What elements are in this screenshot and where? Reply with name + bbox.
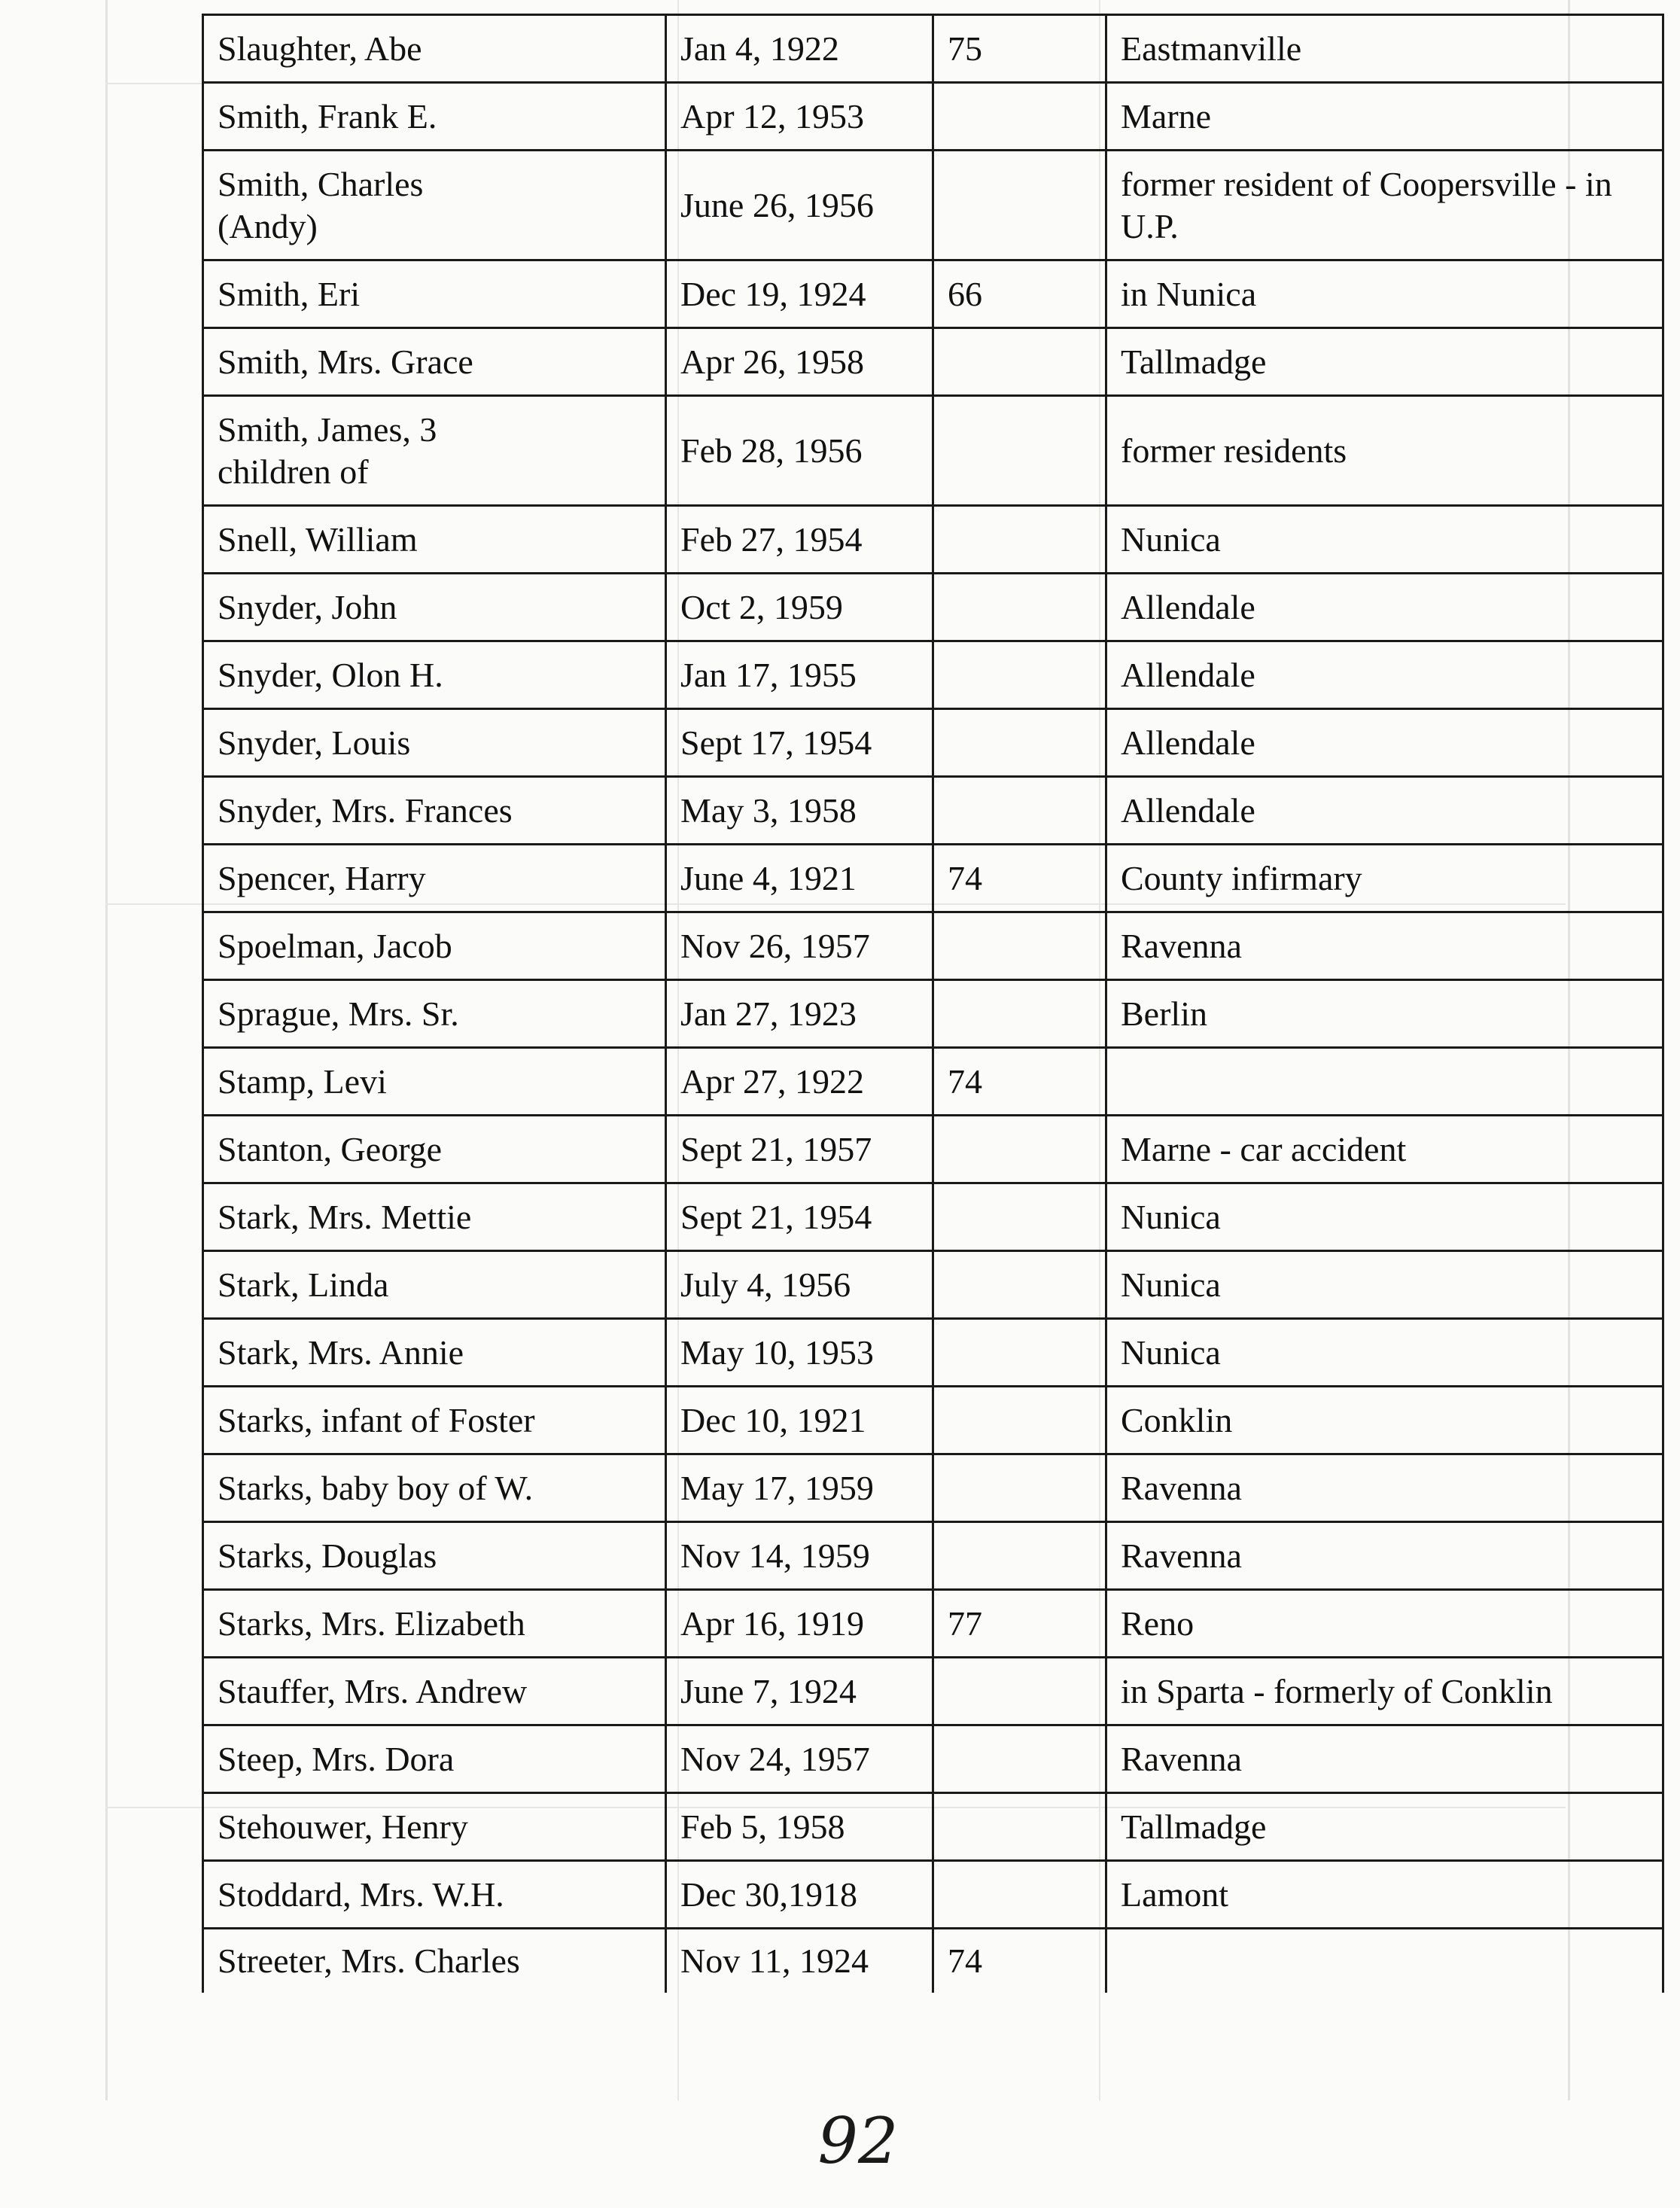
date-cell: Nov 26, 1957 [666, 912, 933, 980]
date-cell: Dec 10, 1921 [666, 1387, 933, 1454]
place-cell: Nunica [1106, 1319, 1663, 1387]
name-cell: Snyder, Louis [203, 709, 666, 777]
name-cell: Smith, James, 3 children of [203, 396, 666, 506]
table-row [203, 1861, 1663, 1929]
name-cell: Stoddard, Mrs. W.H. [203, 1861, 666, 1929]
date-cell: Apr 27, 1922 [666, 1048, 933, 1116]
age-cell [933, 396, 1106, 506]
table-row [203, 1793, 1663, 1861]
place-cell: Nunica [1106, 506, 1663, 574]
table-row [203, 83, 1663, 151]
name-cell: Snyder, Mrs. Frances [203, 777, 666, 845]
date-cell: Apr 26, 1958 [666, 328, 933, 396]
date-cell: Sept 21, 1957 [666, 1116, 933, 1183]
table-row [203, 1658, 1663, 1725]
place-cell: Ravenna [1106, 1454, 1663, 1522]
place-cell: Allendale [1106, 641, 1663, 709]
place-cell: Ravenna [1106, 1522, 1663, 1590]
age-cell: 74 [933, 1929, 1106, 1993]
date-cell: May 10, 1953 [666, 1319, 933, 1387]
table-row [203, 1251, 1663, 1319]
date-cell: Sept 21, 1954 [666, 1183, 933, 1251]
name-cell: Spencer, Harry [203, 845, 666, 912]
name-cell: Smith, Mrs. Grace [203, 328, 666, 396]
name-cell: Streeter, Mrs. Charles [203, 1929, 666, 1993]
table-row [203, 1929, 1663, 1993]
date-cell: Feb 28, 1956 [666, 396, 933, 506]
place-cell: Allendale [1106, 777, 1663, 845]
date-cell: Apr 12, 1953 [666, 83, 933, 151]
name-cell: Stauffer, Mrs. Andrew [203, 1658, 666, 1725]
age-cell [933, 1319, 1106, 1387]
table-row [203, 641, 1663, 709]
date-cell: Feb 27, 1954 [666, 506, 933, 574]
age-cell [933, 1387, 1106, 1454]
age-cell [933, 328, 1106, 396]
table-row [203, 1522, 1663, 1590]
table-row [203, 1590, 1663, 1658]
name-cell: Stark, Mrs. Mettie [203, 1183, 666, 1251]
table-row [203, 15, 1663, 83]
name-cell: Starks, baby boy of W. [203, 1454, 666, 1522]
place-cell: Eastmanville [1106, 15, 1663, 83]
age-cell [933, 1251, 1106, 1319]
place-cell: Marne [1106, 83, 1663, 151]
age-cell [933, 1658, 1106, 1725]
table-row [203, 1319, 1663, 1387]
age-cell: 77 [933, 1590, 1106, 1658]
place-cell: Nunica [1106, 1183, 1663, 1251]
table-row [203, 1387, 1663, 1454]
place-cell: Allendale [1106, 574, 1663, 641]
table-row [203, 260, 1663, 328]
place-cell: County infirmary [1106, 845, 1663, 912]
age-cell [933, 912, 1106, 980]
table-row [203, 777, 1663, 845]
date-cell: Jan 17, 1955 [666, 641, 933, 709]
burial-records-table [202, 14, 1664, 1993]
place-cell: Lamont [1106, 1861, 1663, 1929]
name-cell: Slaughter, Abe [203, 15, 666, 83]
name-cell: Stark, Mrs. Annie [203, 1319, 666, 1387]
name-cell: Snyder, Olon H. [203, 641, 666, 709]
date-cell: June 26, 1956 [666, 151, 933, 260]
age-cell: 75 [933, 15, 1106, 83]
place-cell: in Nunica [1106, 260, 1663, 328]
name-cell: Starks, infant of Foster [203, 1387, 666, 1454]
date-cell: May 17, 1959 [666, 1454, 933, 1522]
name-cell: Stehouwer, Henry [203, 1793, 666, 1861]
age-cell [933, 83, 1106, 151]
place-cell: Conklin [1106, 1387, 1663, 1454]
age-cell [933, 151, 1106, 260]
age-cell [933, 1522, 1106, 1590]
name-cell: Stamp, Levi [203, 1048, 666, 1116]
name-cell: Sprague, Mrs. Sr. [203, 980, 666, 1048]
place-cell: Allendale [1106, 709, 1663, 777]
age-cell [933, 1725, 1106, 1793]
age-cell [933, 1454, 1106, 1522]
name-cell: Starks, Douglas [203, 1522, 666, 1590]
table-row [203, 574, 1663, 641]
table-row [203, 1183, 1663, 1251]
table-row [203, 845, 1663, 912]
table-row [203, 980, 1663, 1048]
name-cell: Steep, Mrs. Dora [203, 1725, 666, 1793]
page-number: 92 [817, 2104, 899, 2178]
age-cell: 74 [933, 1048, 1106, 1116]
place-cell: Tallmadge [1106, 328, 1663, 396]
place-cell: Tallmadge [1106, 1793, 1663, 1861]
age-cell [933, 506, 1106, 574]
age-cell [933, 641, 1106, 709]
table-row [203, 1725, 1663, 1793]
date-cell: May 3, 1958 [666, 777, 933, 845]
place-cell: former residents [1106, 396, 1663, 506]
name-cell: Snyder, John [203, 574, 666, 641]
date-cell: Feb 5, 1958 [666, 1793, 933, 1861]
date-cell: Nov 14, 1959 [666, 1522, 933, 1590]
name-cell: Spoelman, Jacob [203, 912, 666, 980]
age-cell [933, 777, 1106, 845]
name-cell: Snell, William [203, 506, 666, 574]
name-cell: Smith, Charles (Andy) [203, 151, 666, 260]
age-cell [933, 709, 1106, 777]
age-cell [933, 1183, 1106, 1251]
date-cell: Nov 24, 1957 [666, 1725, 933, 1793]
place-cell: Reno [1106, 1590, 1663, 1658]
name-cell: Stark, Linda [203, 1251, 666, 1319]
age-cell [933, 1116, 1106, 1183]
table-row [203, 1116, 1663, 1183]
date-cell: Dec 19, 1924 [666, 260, 933, 328]
date-cell: Apr 16, 1919 [666, 1590, 933, 1658]
date-cell: June 7, 1924 [666, 1658, 933, 1725]
name-cell: Stanton, George [203, 1116, 666, 1183]
date-cell: July 4, 1956 [666, 1251, 933, 1319]
date-cell: Jan 27, 1923 [666, 980, 933, 1048]
name-cell: Smith, Eri [203, 260, 666, 328]
records-body [203, 15, 1663, 1993]
table-row [203, 506, 1663, 574]
table-row [203, 1048, 1663, 1116]
place-cell [1106, 1929, 1663, 1993]
place-cell: Nunica [1106, 1251, 1663, 1319]
name-cell: Smith, Frank E. [203, 83, 666, 151]
age-cell: 66 [933, 260, 1106, 328]
table-row [203, 396, 1663, 506]
table-row [203, 1454, 1663, 1522]
table-row [203, 328, 1663, 396]
age-cell: 74 [933, 845, 1106, 912]
place-cell [1106, 1048, 1663, 1116]
age-cell [933, 1793, 1106, 1861]
place-cell: Marne - car accident [1106, 1116, 1663, 1183]
date-cell: Nov 11, 1924 [666, 1929, 933, 1993]
date-cell: Jan 4, 1922 [666, 15, 933, 83]
table-row [203, 912, 1663, 980]
place-cell: Ravenna [1106, 1725, 1663, 1793]
place-cell: in Sparta - formerly of Conklin [1106, 1658, 1663, 1725]
age-cell [933, 574, 1106, 641]
age-cell [933, 1861, 1106, 1929]
name-cell: Starks, Mrs. Elizabeth [203, 1590, 666, 1658]
place-cell: former resident of Coopersville - in U.P. [1106, 151, 1663, 260]
date-cell: Oct 2, 1959 [666, 574, 933, 641]
date-cell: Dec 30,1918 [666, 1861, 933, 1929]
table-row [203, 151, 1663, 260]
age-cell [933, 980, 1106, 1048]
date-cell: Sept 17, 1954 [666, 709, 933, 777]
place-cell: Berlin [1106, 980, 1663, 1048]
date-cell: June 4, 1921 [666, 845, 933, 912]
table-row [203, 709, 1663, 777]
place-cell: Ravenna [1106, 912, 1663, 980]
